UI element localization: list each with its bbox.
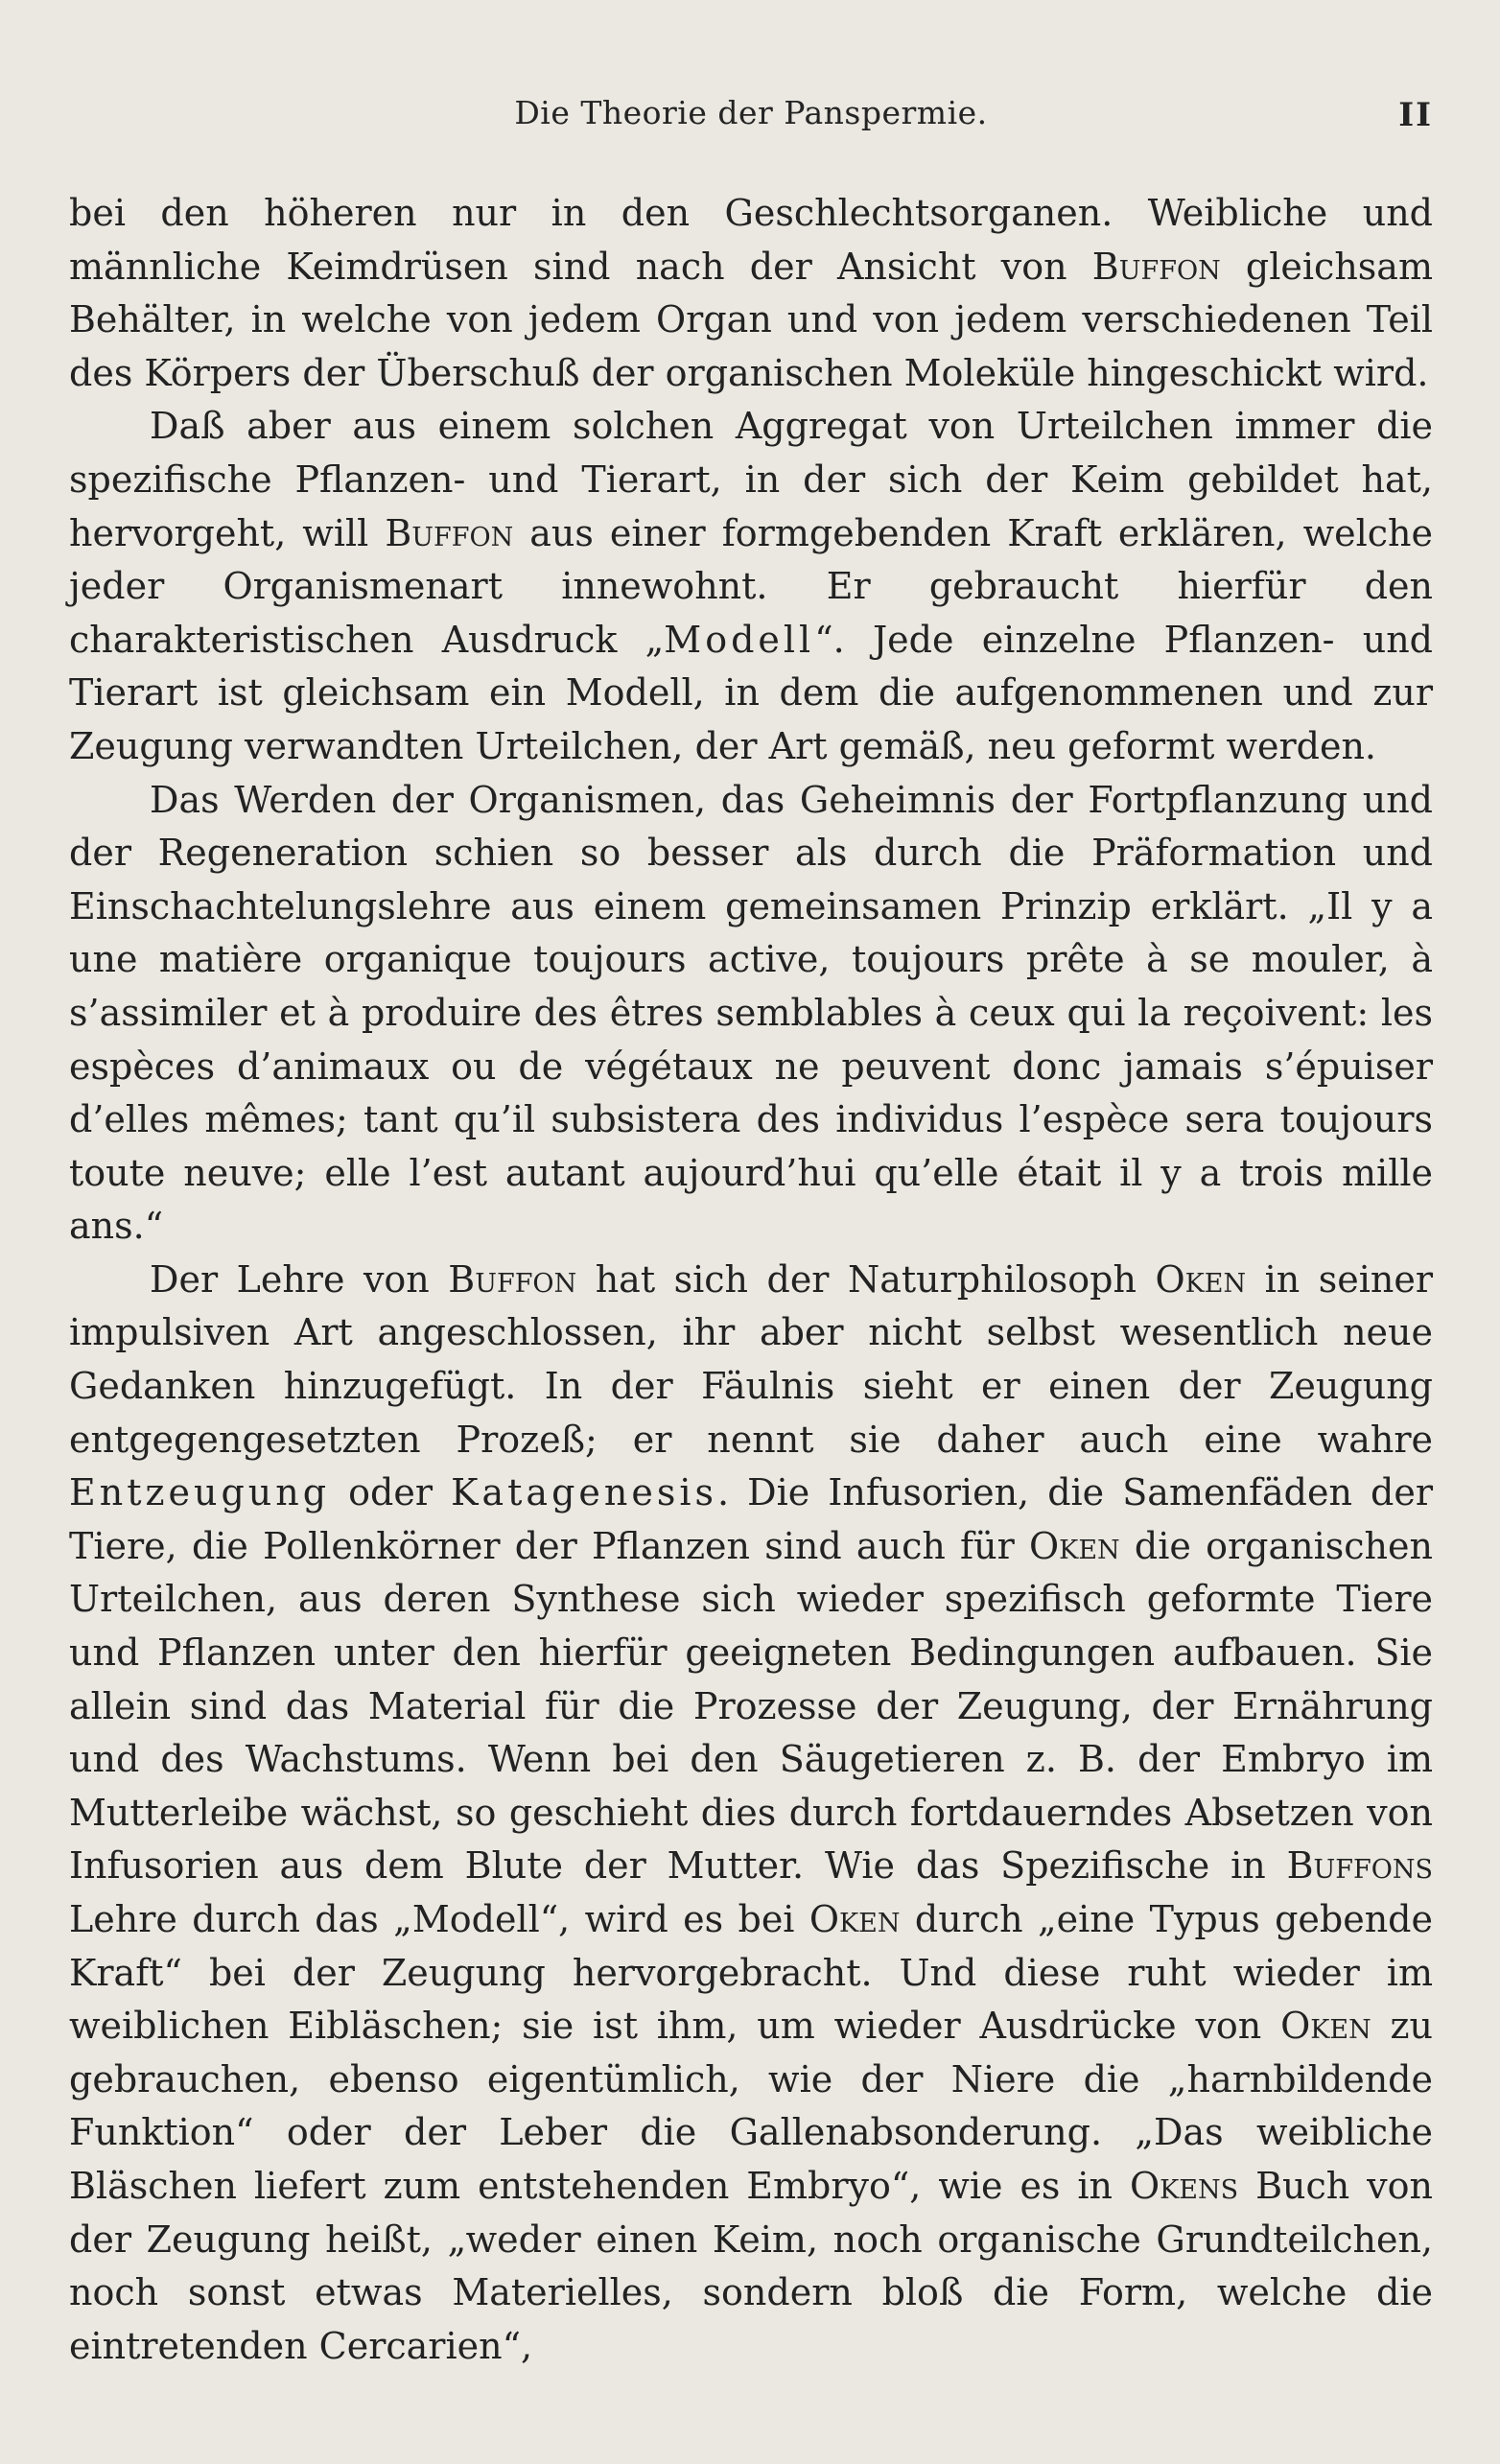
- text-run: Der Lehre von: [150, 1257, 449, 1301]
- paragraph: [69, 774, 1433, 1254]
- author-name: Oken: [1280, 2005, 1371, 2048]
- paragraph: [69, 187, 1433, 400]
- author-name: Buffon: [1091, 245, 1221, 288]
- spaced-term: Katagenesis: [451, 1471, 718, 1514]
- text-run: “. Jede einzelne Pflanzen- und Tierart ist gleichsam ein Modell, in dem die aufgenommenen und zur Zeugung verwandten Urteilchen, der Art gemäß, neu geformt werden.: [69, 618, 1434, 767]
- author-name: Buffons: [1286, 1844, 1433, 1888]
- author-name: Buffon: [385, 511, 514, 554]
- running-head-title: Die Theorie der Panspermie.: [514, 94, 988, 131]
- text-run: durch „eine Typus gebende Kraft“ bei der Zeugung hervorgebracht. Und diese ruht wieder im weiblichen Eibläschen; sie ist ihm, um wieder Ausdrücke von: [69, 1898, 1433, 2048]
- paragraph: [69, 400, 1433, 773]
- text-run: Daß aber aus einem solchen Aggregat von Urteilchen immer die spezifische Pflanzen- und Tierart, in der sich der Keim gebildet hat, hervorgeht, will: [69, 405, 1433, 554]
- text-run: hat sich der Naturphilosoph: [576, 1257, 1156, 1301]
- text-run: die organischen Urteilchen, aus deren Synthese sich wieder spezifisch geformte Tiere und Pflanzen unter den hierfür geeigneten Bedingungen aufbauen. Sie allein sind das Material für die Prozesse der Zeugung, der Ernährung und des Wachstums. Wenn bei den Säugetieren z. B. der Embryo im Mutterleibe wächst, so geschieht dies durch fortdauerndes Absetzen von Infusorien aus dem Blute der Mutter. Wie das Spezifische in: [69, 1524, 1433, 1888]
- page-number: II: [1398, 96, 1433, 134]
- text-run: . Die Infusorien, die Samenfäden der Tiere, die Pollenkörner der Pflanzen sind auch für: [69, 1471, 1434, 1567]
- body-text: [69, 187, 1433, 2373]
- text-run: aus einer formgebenden Kraft erklären, welche jeder Organismenart innewohnt. Er gebraucht hierfür den charakteristischen Ausdruck „: [69, 511, 1433, 661]
- text-run: zu gebrauchen, ebenso eigentümlich, wie der Niere die „harnbildende Funktion“ oder der Leber die Gallenabsonderung. „Das weibliche Bläschen liefert zum entstehenden Embryo“, wie es in: [69, 2005, 1434, 2207]
- text-run: in seiner impulsiven Art angeschlossen, ihr aber nicht selbst wesentlich neue Gedanken hinzugefügt. In der Fäulnis sieht er einen der Zeugung entgegengesetzten Prozeß; er nennt sie daher auch eine wahre: [69, 1257, 1433, 1461]
- text-run: Lehre durch das „Modell“, wird es bei: [69, 1898, 809, 1940]
- text-run: oder: [330, 1471, 452, 1514]
- paragraph: [69, 1254, 1433, 2373]
- author-name: Oken: [809, 1898, 901, 1940]
- text-run: gleichsam Behälter, in welche von jedem Organ und von jedem verschiedenen Teil des Körpers der Überschuß der organischen Moleküle hingeschickt wird.: [69, 245, 1433, 394]
- author-name: Okens: [1129, 2164, 1239, 2207]
- text-run: bei den höheren nur in den Geschlechtsorganen. Weibliche und männliche Keimdrüsen sind nach der Ansicht von: [69, 192, 1433, 288]
- text-run: Das Werden der Organismen, das Geheimnis der Fortpflanzung und der Regeneration schien so besser als durch die Präformation und Einschachtelungslehre aus einem gemeinsamen Prinzip erklärt. „Il y a une matière organique toujours active, toujours prête à se mouler, à s’assimiler et à produire des êtres semblables à ceux qui la reçoivent: les espèces d’animaux ou de végétaux ne peuvent donc jamais s’épuiser d’elles mêmes; tant qu’il subsistera des individus l’espèce sera toujours toute neuve; elle l’est autant aujourd’hui qu’elle était il y a trois mille ans.“: [69, 778, 1433, 1248]
- text-run: Buch von der Zeugung heißt, „weder einen Keim, noch organische Grundteilchen, noch sonst etwas Materielles, sondern bloß die Form, welche die eintretenden Cercarien“,: [69, 2164, 1433, 2367]
- spaced-term: Entzeugung: [69, 1471, 331, 1514]
- author-name: Oken: [1029, 1524, 1120, 1567]
- spaced-term: Modell: [664, 618, 815, 661]
- author-name: Oken: [1155, 1257, 1247, 1301]
- running-head: [69, 88, 1433, 146]
- author-name: Buffon: [448, 1257, 577, 1301]
